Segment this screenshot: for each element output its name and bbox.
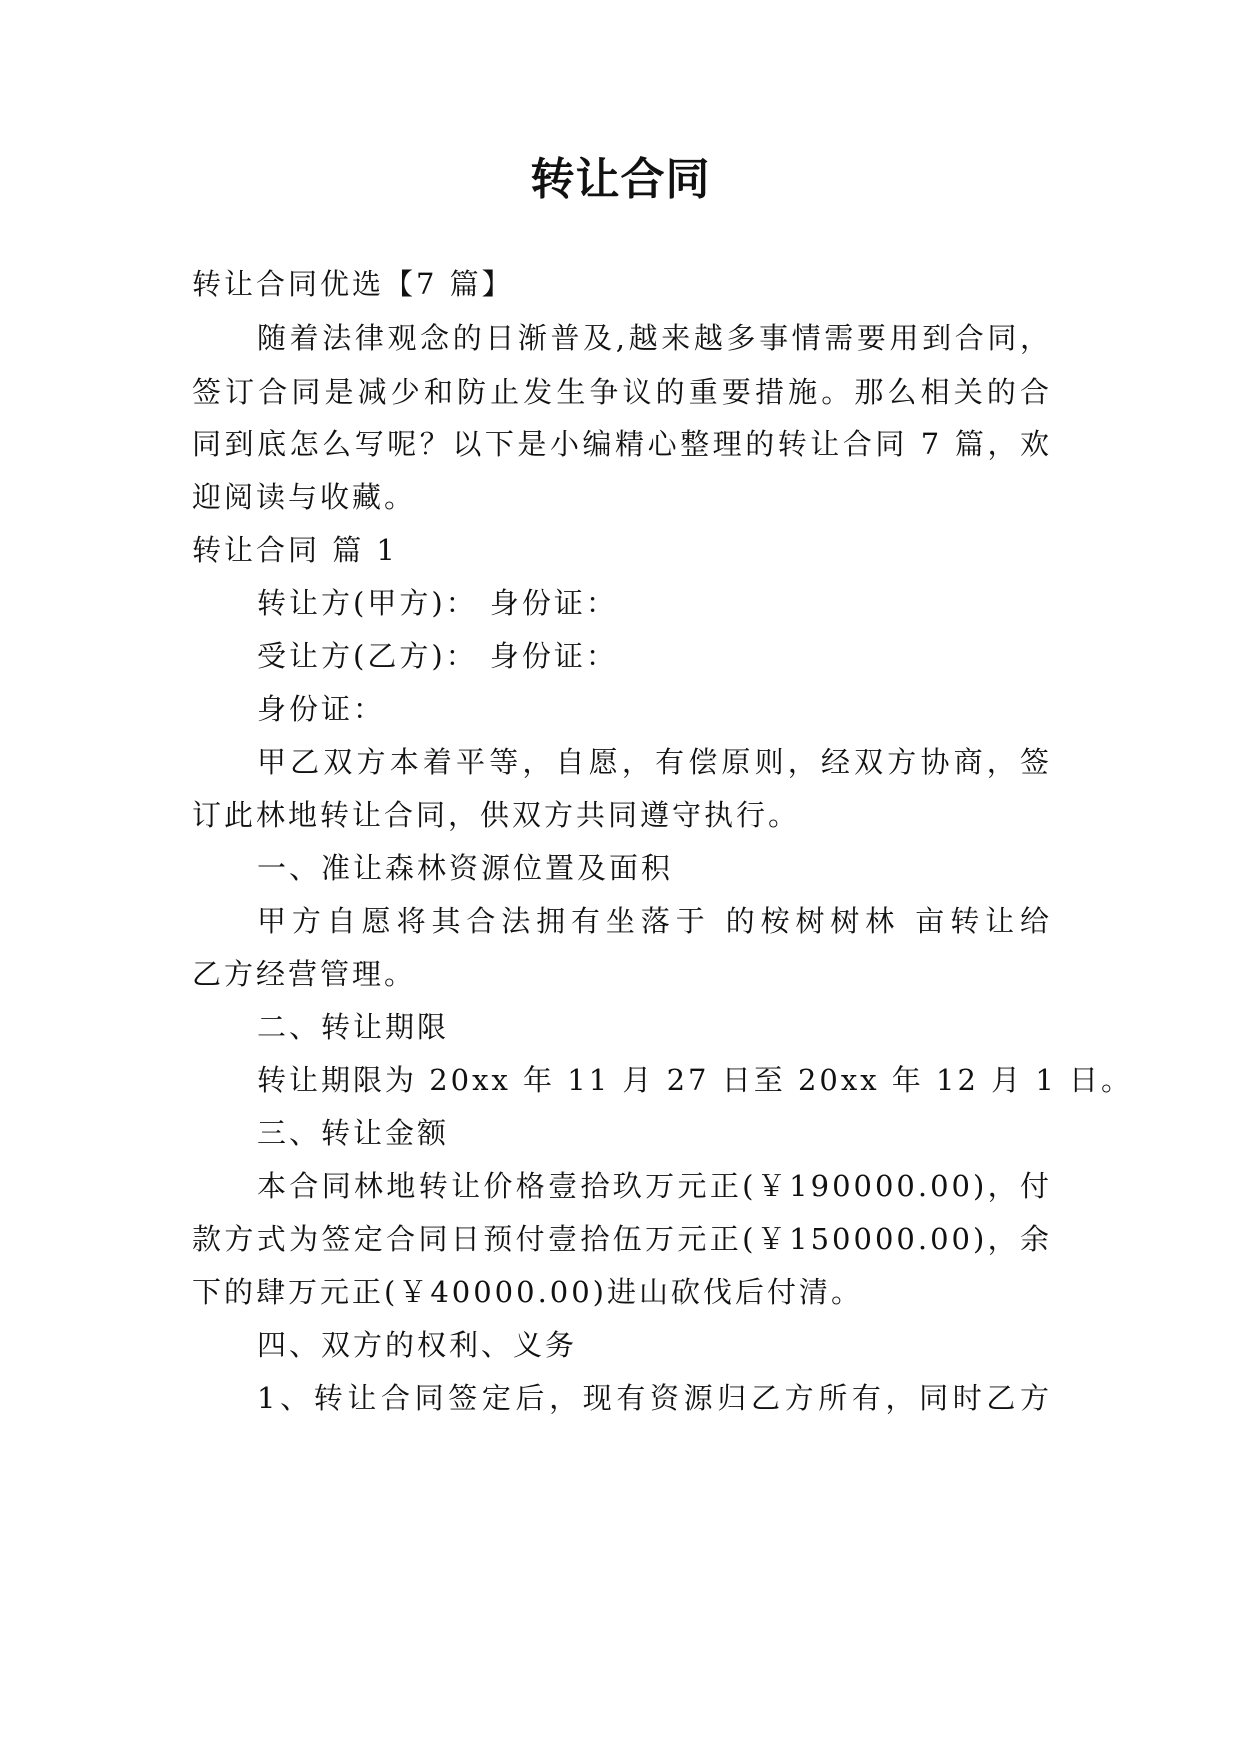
clause-heading-1: 一、准让森林资源位置及面积 [257, 851, 674, 885]
paragraph-line: 款方式为签定合同日预付壹拾伍万元正(￥150000.00)，余 [192, 1222, 1052, 1256]
paragraph-line: 本合同林地转让价格壹拾玖万元正(￥190000.00)，付 [257, 1169, 1052, 1203]
paragraph-line: 订此林地转让合同，供双方共同遵守执行。 [192, 798, 801, 832]
clause-heading-3: 三、转让金额 [257, 1116, 450, 1150]
intro-line-3: 同到底怎么写呢？以下是小编精心整理的转让合同 7 篇，欢 [192, 427, 1052, 461]
intro-line-2: 签订合同是减少和防止发生争议的重要措施。那么相关的合 [192, 375, 1052, 409]
id-field: 身份证： [257, 692, 386, 726]
transferor-field: 转让方(甲方)： 身份证： [257, 586, 618, 620]
paragraph-line: 乙方经营管理。 [192, 957, 417, 991]
section-heading: 转让合同 篇 1 [192, 533, 398, 567]
clause-heading-2: 二、转让期限 [257, 1010, 450, 1044]
clause-heading-4: 四、双方的权利、义务 [257, 1328, 578, 1362]
subtitle: 转让合同优选【7 篇】 [192, 267, 514, 301]
paragraph-line: 下的肆万元正(￥40000.00)进山砍伐后付清。 [192, 1275, 864, 1309]
paragraph-line: 甲方自愿将其合法拥有坐落于 的桉树树林 亩转让给 [257, 904, 1052, 938]
document-title: 转让合同 [530, 154, 711, 205]
paragraph-line: 转让期限为 20xx 年 11 月 27 日至 20xx 年 12 月 1 日。 [257, 1063, 1133, 1097]
intro-line-4: 迎阅读与收藏。 [192, 480, 417, 514]
transferee-field: 受让方(乙方)： 身份证： [257, 639, 618, 673]
paragraph-line: 1、转让合同签定后，现有资源归乙方所有，同时乙方 [257, 1381, 1052, 1415]
intro-line-1: 随着法律观念的日渐普及,越来越多事情需要用到合同， [257, 321, 1052, 355]
paragraph-line: 甲乙双方本着平等，自愿，有偿原则，经双方协商，签 [257, 745, 1052, 779]
